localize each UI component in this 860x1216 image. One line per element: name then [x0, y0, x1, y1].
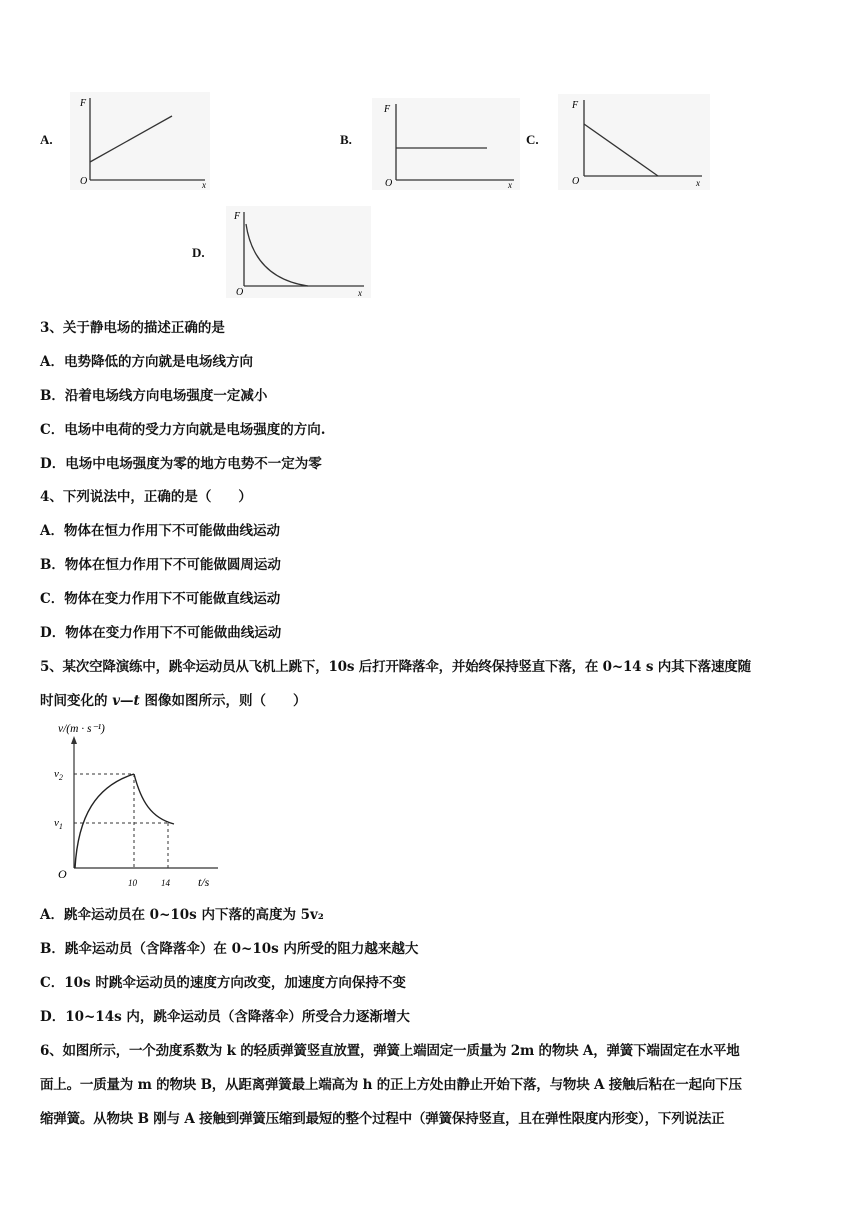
axis-y-label: F [572, 100, 579, 111]
q3-option-c: C．电场中电荷的受力方向就是电场强度的方向. [40, 422, 326, 438]
v2-label: $v_2$ [54, 768, 63, 782]
axis-y-label: F [234, 211, 241, 222]
vt-curve-rise [75, 774, 134, 868]
option-b-letter: B. [340, 132, 352, 147]
option-a-graph [70, 92, 210, 190]
q5-option-b: B．跳伞运动员（含降落伞）在 0~10s 内所受的阻力越来越大 [40, 941, 419, 957]
q5-option-c: C．10s 时跳伞运动员的速度方向改变，加速度方向保持不变 [40, 975, 406, 991]
q6-line1: 6、如图所示，一个劲度系数为 k 的轻质弹簧竖直放置，弹簧上端固定一质量为 2m 的物块 A，弹簧下端固定在水平地 [40, 1043, 740, 1059]
q5-stem-line2-post: 图像如图所示，则（ ） [139, 693, 307, 709]
vt-x-label: t/s [198, 875, 210, 889]
q5-stem-line2-var: v—t [112, 693, 140, 709]
q5-vt-graph [46, 716, 226, 894]
q3-option-a: A．电势降低的方向就是电场线方向 [40, 354, 253, 370]
q4-option-c: C．物体在变力作用下不可能做直线运动 [40, 591, 281, 607]
q4-option-a: A．物体在恒力作用下不可能做曲线运动 [40, 523, 280, 539]
origin-label: O [236, 287, 244, 298]
option-c-graph [558, 94, 710, 190]
axis-y-label: F [384, 104, 391, 115]
origin-label: O [385, 178, 393, 189]
option-b-graph [372, 98, 520, 190]
vt-y-arrow [71, 736, 77, 744]
q4-stem: 4、下列说法中，正确的是（ ） [40, 489, 252, 505]
vt-curve-fall [134, 774, 174, 824]
q6-line2: 面上。一质量为 m 的物块 B，从距离弹簧最上端高为 h 的正上方处由静止开始下落，与物块 A 接触后粘在一起向下压 [40, 1077, 742, 1093]
q5-option-a: A．跳伞运动员在 0~10s 内下落的高度为 5v₂ [40, 907, 324, 923]
q3-option-b: B．沿着电场线方向电场强度一定减小 [40, 388, 268, 404]
option-d-graph [226, 206, 371, 298]
q6-line3: 缩弹簧。从物块 B 刚与 A 接触到弹簧压缩到最短的整个过程中（弹簧保持竖直，且在弹性限度内形变），下列说法正 [40, 1111, 725, 1127]
vt-origin-label: O [58, 867, 67, 881]
v1-label: $v_1$ [54, 817, 63, 831]
q3-option-d: D．电场中电场强度为零的地方电势不一定为零 [40, 456, 322, 472]
axis-x-label: x [696, 178, 700, 188]
q5-stem-line2-pre: 时间变化的 [40, 693, 113, 709]
axis-x-label: x [202, 180, 206, 190]
option-c-letter: C. [526, 132, 539, 147]
origin-label: O [80, 176, 88, 187]
t10-label: 10 [128, 878, 137, 888]
option-a-letter: A. [40, 132, 53, 147]
q5-stem-line2 [40, 689, 307, 709]
q5-stem-line1: 5、某次空降演练中，跳伞运动员从飞机上跳下，10s 后打开降落伞，并始终保持竖直下落，在 0~14 s 内其下落速度随 [40, 659, 751, 675]
axis-y-label: F [80, 98, 87, 109]
option-d-letter: D. [192, 245, 205, 260]
q4-option-d: D．物体在变力作用下不可能做曲线运动 [40, 625, 282, 641]
axis-x-label: x [508, 180, 512, 190]
q3-stem: 3、关于静电场的描述正确的是 [40, 320, 225, 336]
q4-option-b: B．物体在恒力作用下不可能做圆周运动 [40, 557, 281, 573]
t14-label: 14 [161, 878, 170, 888]
vt-y-label: v/(m · s⁻¹) [58, 723, 105, 735]
axis-x-label: x [358, 288, 362, 298]
q5-option-d: D．10~14s 内，跳伞运动员（含降落伞）所受合力逐渐增大 [40, 1009, 410, 1025]
origin-label: O [572, 176, 580, 187]
